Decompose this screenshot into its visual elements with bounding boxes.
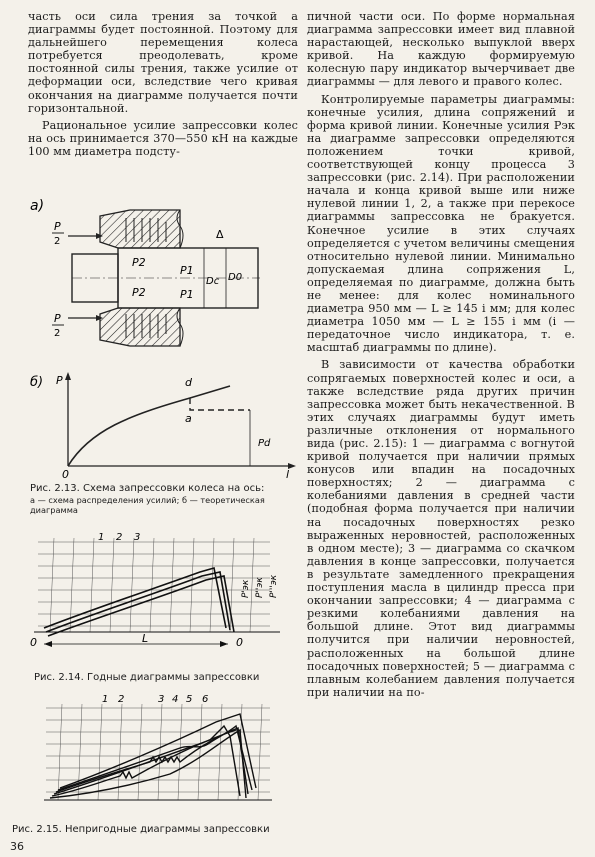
fig214-length: L — [142, 632, 149, 645]
fig214-n1: 1 — [98, 532, 105, 543]
caption-2-13-title: Рис. 2.13. Схема запрессовки колеса на ось: — [30, 483, 265, 494]
figure-2-13-a — [30, 196, 270, 356]
fig215-n4: 4 — [172, 694, 179, 705]
right-paragraph-1: пичной части оси. По форме нормальная диаграмма запрессовки имеет вид плавной нарастающей, несколько выпуклой вверх кривой. На каждую формируемую колесную пару индикатор вычерчивает две диаграммы — для левого и правого колес. — [307, 10, 575, 89]
point-a: a — [185, 412, 192, 425]
fig215-n2: 2 — [118, 694, 125, 705]
p-top-label: P — [54, 220, 61, 233]
p-bottom-label: P — [54, 312, 61, 325]
fig214-value-1: P'эк — [241, 579, 251, 598]
p1-upper: P1 — [180, 264, 194, 277]
two-bottom: 2 — [54, 328, 61, 339]
right-paragraph-3: В зависимости от качества обработки сопрягаемых поверхностей колес и оси, а также вследствие ряда других причин запрессовка может быть некачественной. В этих случаях диаграммы будут иметь различные отклонения от нормального вида (рис. 2.15): 1 — диаграмма с вогнутой кривой получается при наличии прямых конусов или впадин на посадочных поверхностях; 2 — диаграмма с колебаниями давления в средней части (подобная форма получается при наличии на посадочных поверхностях резко выраженных неровностей, расположенных в одном месте); 3 — диаграмма со скачком давления в конце запрессовки, получается в результате замедленного прекращения поступления масла в цилиндр пресса при окончании запрессовки; 4 — диаграмма с резкими колебаниями давления на большой длине. Этот вид диаграммы получится при наличии неровностей, расположенных на большой длине посадочных поверхностей; 5 — диаграмма с плавным колебанием давления получается при наличии на по- — [307, 358, 575, 699]
fig215-n3: 3 — [158, 694, 165, 705]
fig214-value-3: P'''эк — [269, 574, 279, 598]
p2-lower: P2 — [132, 286, 146, 299]
axis-l: l — [286, 468, 290, 480]
fig215-n5: 5 — [186, 694, 193, 705]
pd-label: Pd — [258, 438, 271, 449]
point-d: d — [185, 376, 192, 389]
caption-fig-2-15: Рис. 2.15. Непригодные диаграммы запрессовки — [12, 824, 270, 835]
fig215-n1: 1 — [102, 694, 109, 705]
figure-2-15 — [40, 690, 280, 815]
figure-2-14 — [30, 532, 292, 662]
label-a: а) — [30, 198, 45, 214]
figure-2-13-b — [30, 370, 300, 480]
right-paragraph-2: Контролируемые параметры диаграммы: конечные усилия, длина сопряжений и форма кривой линии. Конечные усилия Pэк на диаграмме запрессовки определяются положением точки кривой, соответствующей концу процесса 3 запрессовки (рис. 2.14). При расположении начала и конца кривой выше или ниже нулевой линии 1, 2, а также при перекосе диаграммы запрессовка не бракуется. Конечное усилие в этих случаях определяется с учетом величины смещения относительно нулевой линии. Минимально допускаемая длина сопряжения L, определяемая по диаграмме, должна быть не менее: для колес номинального диаметра 950 мм — L ≥ 145 i мм; для колес диаметра 1050 мм — L ≥ 155 i мм (i — передаточное число индикатора, т. е. масштаб диаграммы по длине). — [307, 92, 575, 355]
fig214-n2: 2 — [116, 532, 123, 543]
two-top: 2 — [54, 236, 61, 247]
fig215-n6: 6 — [202, 694, 209, 705]
label-b: б) — [30, 375, 44, 390]
delta-label: Δ — [216, 228, 224, 241]
p2-upper: P2 — [132, 256, 146, 269]
fig214-zero-right: 0 — [236, 636, 243, 649]
p1-lower: P1 — [180, 288, 194, 301]
page-number: 36 — [10, 840, 24, 853]
fig214-value-2: P''эк — [255, 577, 265, 598]
caption-fig-2-13 — [30, 483, 292, 515]
d0-label: D0 — [228, 272, 243, 283]
origin-label: 0 — [62, 468, 69, 480]
caption-fig-2-14: Рис. 2.14. Годные диаграммы запрессовки — [34, 672, 260, 683]
fig214-n3: 3 — [134, 532, 141, 543]
fig214-zero-left: 0 — [30, 636, 37, 649]
caption-2-13-sub: а — схема распределения усилий; б — теоретическая диаграмма — [30, 495, 265, 515]
left-column — [28, 10, 298, 162]
right-column — [307, 10, 575, 703]
axis-p: P — [56, 374, 63, 387]
dc-label: Dc — [206, 276, 220, 287]
left-paragraph-1: часть оси сила трения за точкой a диаграммы будет постоянной. Поэтому для дальнейшего перемещения колеса потребуется преодолевать, кроме постоянной силы трения, также усилие от деформации оси, вследствие чего кривая окончания на диаграмме получается почти горизонтальной. — [28, 10, 298, 115]
left-paragraph-2: Рациональное усилие запрессовки колес на ось принимается 370—550 кН на каждые 100 мм диаметра подсту- — [28, 118, 298, 158]
